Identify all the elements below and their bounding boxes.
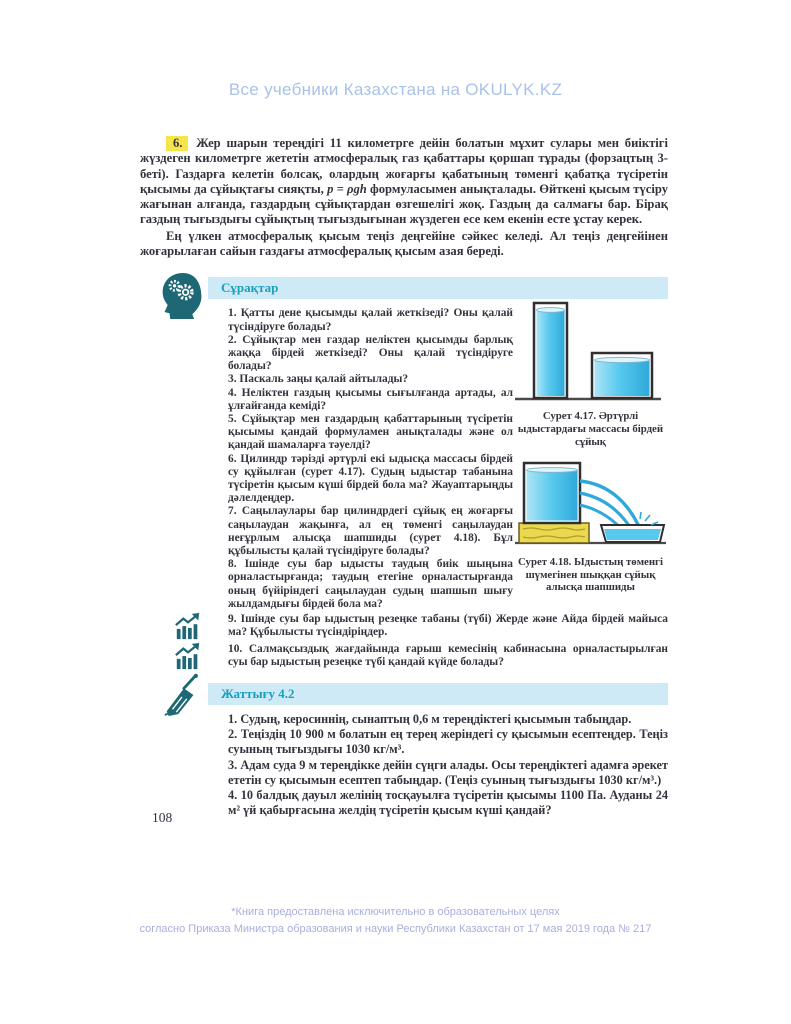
writing-hand-icon xyxy=(161,673,203,717)
intro-text-after-formula: формуласымен анықталады. Өйткені қысым түсіру жағынан алғанда, газдардың сұйықтардан өзгешелігі жоқ. Газдың да салмағы бар. Бірақ газдың тығыздығы сұйықтың тығыздығынан жүздеген есе кем екенін есте ұстау керек. xyxy=(140,181,669,227)
questions-list xyxy=(208,307,513,611)
exercise-item: 2. Теңіздің 10 900 м болатын ең терең жеріндегі су қысымын есептеңдер. Теңіз суының тығыздығы 1030 кг/м³. xyxy=(228,727,668,757)
exercise-title: Жаттығу 4.2 xyxy=(221,686,295,702)
questions-two-column xyxy=(208,307,668,611)
questions-title: Сұрақтар xyxy=(221,280,279,296)
bar-chart-arrow-icon xyxy=(140,613,208,641)
footer-line-2: согласно Приказа Министра образования и науки Республики Казахстан от 17 мая 2019 года № 217 xyxy=(139,923,652,935)
question-item: 6. Цилиндр тәрізді әртүрлі екі ыдысқа массасы бірдей су құйылған (сурет 4.17). Судың ыдыстар табанына түсіретін қысым күші бірдей бола ма? Жауаптарыңды дәлелдеңдер. xyxy=(228,452,513,505)
exercise-icon-gutter xyxy=(140,683,208,818)
bar-chart-arrow-icon xyxy=(140,643,208,671)
page-number: 108 xyxy=(152,810,173,825)
question-item: 4. Неліктен газдың қысымы сығылғанда артады, ал ұлғайғанда кеміді? xyxy=(228,386,513,412)
intro-text-before-formula: Жер шарын тереңдігі 11 километрге дейін болатын мұхит сулары мен биіктігі жүздеген километрге жететін атмосфералық газ қабаттары қоршап тұрады (форзацтың 3-беті). Газдарға келетін болсақ, олардың жоғарғы қабатының төменгі қабатқа түсіретін қысымы да сұйықтағы сияқты, xyxy=(140,136,668,196)
question-9-row xyxy=(140,613,668,641)
two-vessels-illustration xyxy=(513,297,663,407)
figures-column xyxy=(513,297,668,611)
pressure-formula: p = ρgh xyxy=(327,181,367,196)
leaking-vessel-illustration xyxy=(513,457,668,553)
intro-paragraph-2: Ең үлкен атмосфералық қысым теңіз деңгейіне сәйкес келеді. Ал теңіз деңгейінен жоғарылаған сайын газдағы атмосфералық қысым азая береді. xyxy=(140,228,668,259)
figure-4-18 xyxy=(513,457,668,594)
figure-4-18-caption: Сурет 4.18. Ыдыстың төменгі шүмегінен шыққан сұйық алысқа шапшиды xyxy=(518,555,663,594)
head-gears-icon xyxy=(159,271,203,319)
exercise-item: 3. Адам суда 9 м тереңдікке дейін сүңги алады. Осы тереңдіктегі адамға әрекет ететін су қысымын есептеп табыңдар. (Теңіз суының тығыздығы 1030 кг/м³.) xyxy=(228,757,668,787)
question-item: 7. Саңылаулары бар цилиндрдегі сұйық ең жоғарғы саңылаудан жақынға, ал ең төменгі саңылаудан неғұрлым алысқа шапшиды (сурет 4.18). Бұл құбылысты қалай түсіндіруге болады? xyxy=(228,505,513,558)
question-item: 3. Паскаль заңы қалай айтылады? xyxy=(228,373,409,386)
questions-icon-gutter xyxy=(140,277,208,611)
question-item: 2. Сұйықтар мен газдар неліктен қысымды барлық жаққа бірдей жеткізеді? Оны қалай түсіндіруге болады? xyxy=(228,333,513,373)
question-item: 1. Қатты дене қысымды қалай жеткізеді? Оны қалай түсіндіруге болады? xyxy=(228,307,513,333)
question-10-row xyxy=(140,643,668,671)
exercise-item: 1. Судың, керосиннің, сынаптың 0,6 м тереңдіктегі қысымын табыңдар. xyxy=(228,712,632,727)
exercise-list xyxy=(208,712,668,818)
paragraph-number-badge: 6. xyxy=(166,136,188,151)
question-item: 5. Сұйықтар мен газдардың қабаттарының түсіретін қысымы қандай формуламен анықталады және ол қандай шамаларға тәуелді? xyxy=(228,413,513,452)
question-item: 10. Салмақсыздық жағдайында ғарыш кемесінің кабинасына орналастырылған суы бар ыдыстың резеңке түбі қандай күйде болады? xyxy=(228,643,668,669)
question-item: 8. Ішінде суы бар ыдысты таудың биік шыңына орналастырғанда; таудың етегіне орналастырғанда оның бүйіріндегі саңылаудан судың шапшып шығу жылдамдығы бірдей бола ма? xyxy=(228,558,513,610)
questions-header-bar xyxy=(208,277,668,299)
footer-notice xyxy=(0,904,791,938)
exercise-section xyxy=(140,683,668,818)
exercise-item: 4. 10 балдық дауыл желінің тосқауылға түсіретін қысымы 1100 Па. Ауданы 24 м² үй қабырғасына желдің түсіретін қысым күші қандай? xyxy=(228,788,668,818)
exercise-header-bar xyxy=(208,683,668,705)
figure-4-17 xyxy=(513,297,668,448)
figure-4-17-caption: Сурет 4.17. Әртүрлі ыдыстардағы массасы бірдей сұйық xyxy=(517,410,664,448)
footer-line-1: *Книга предоставлена исключительно в образовательных целях xyxy=(231,906,560,918)
intro-paragraph-1 xyxy=(140,136,668,228)
watermark-text: Все учебники Казахстана на OKULYK.KZ xyxy=(228,80,563,99)
page-content xyxy=(140,136,668,818)
questions-section xyxy=(140,277,668,611)
question-item: 9. Ішінде суы бар ыдыстың резеңке табаны (түбі) Жерде және Айда бірдей майыса ма? Құбылысты түсіндіріңдер. xyxy=(228,613,668,639)
